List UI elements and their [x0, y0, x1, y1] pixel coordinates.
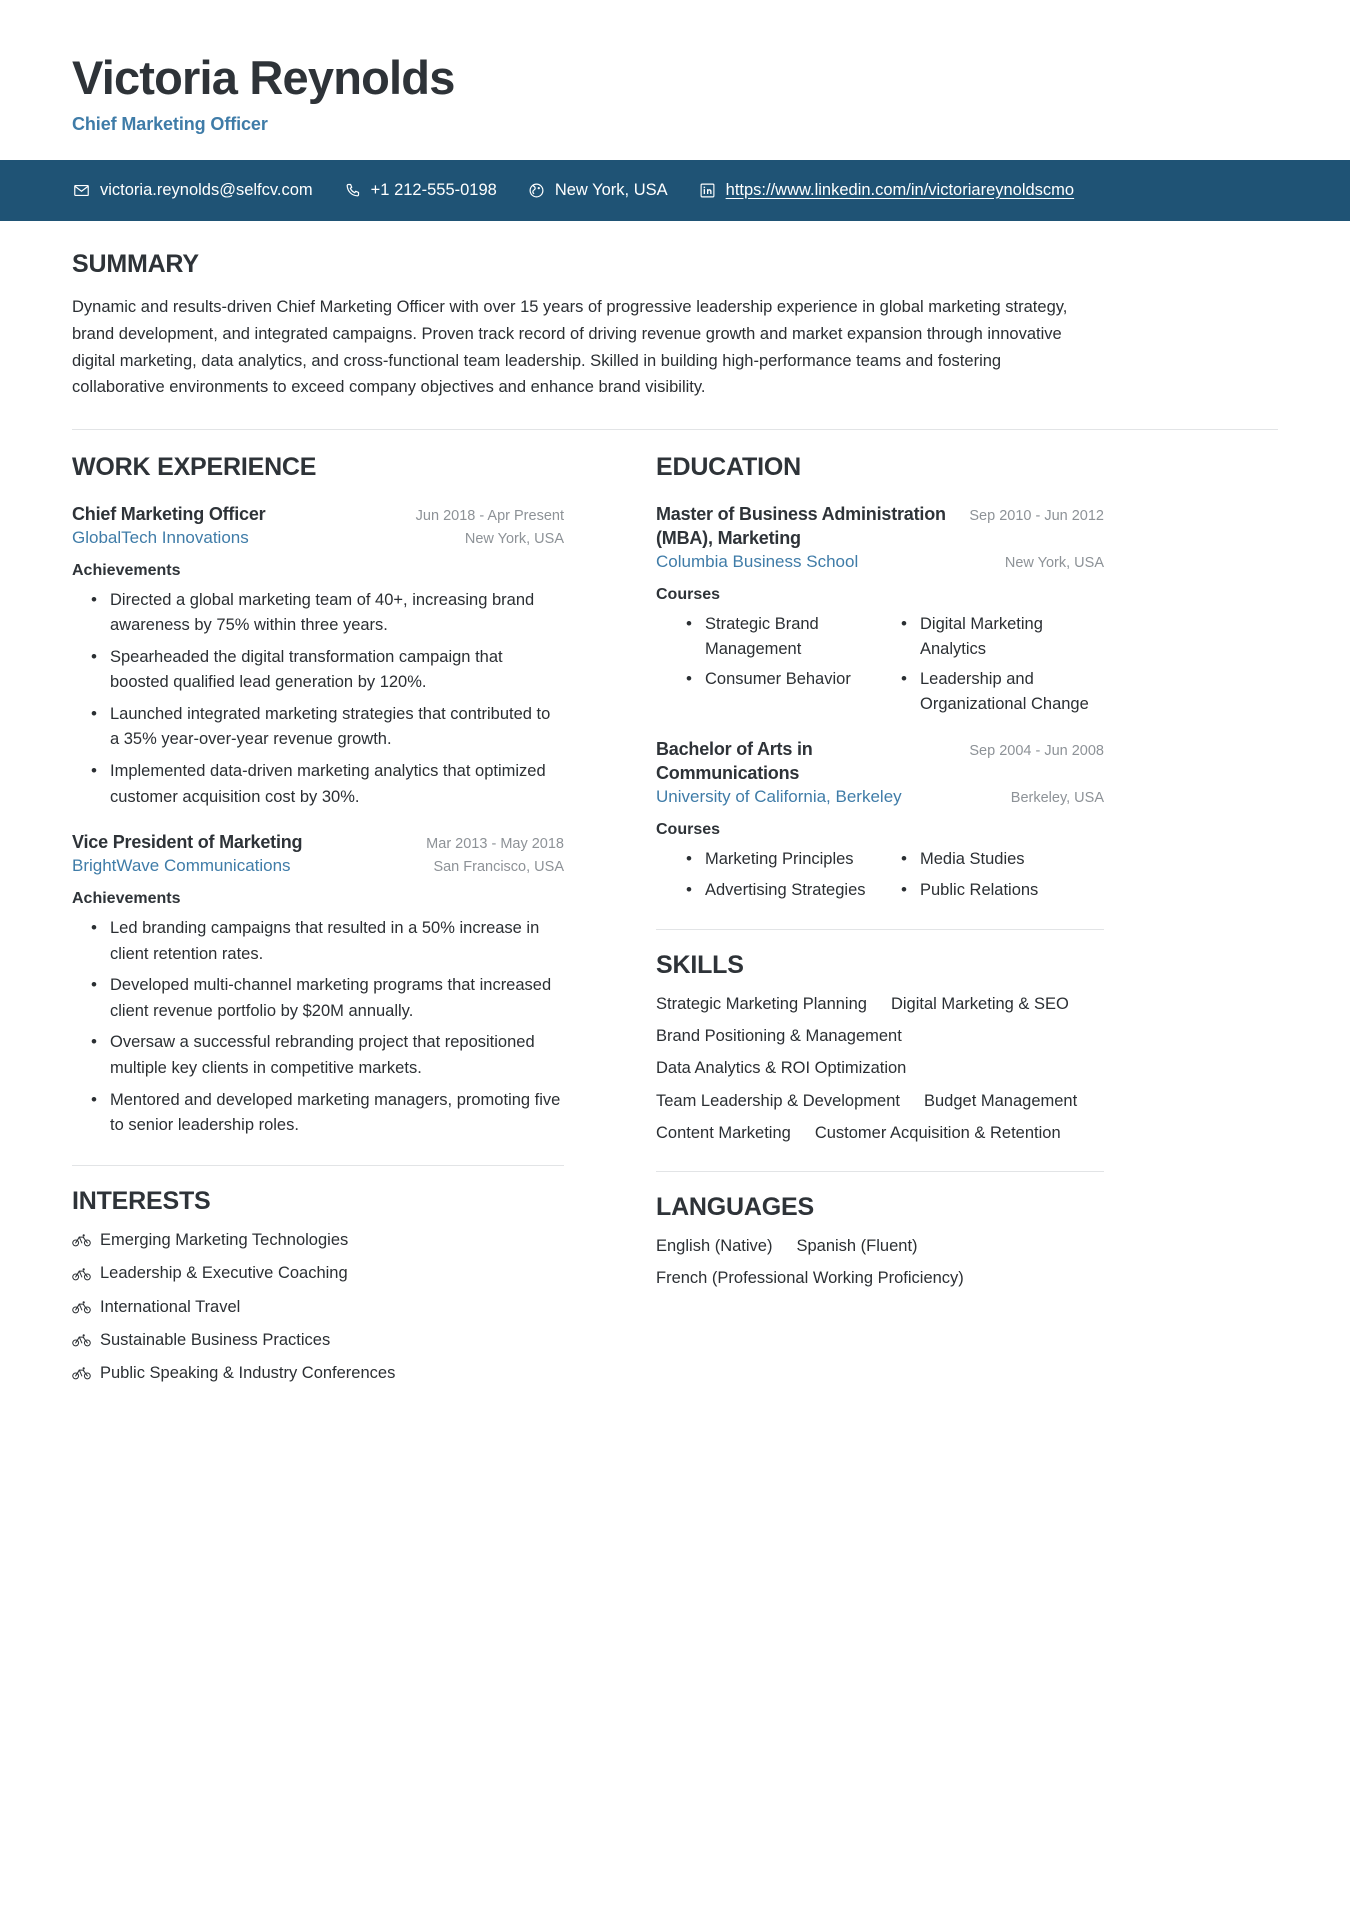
languages-heading: LANGUAGES — [656, 1192, 814, 1221]
work-entry-company: BrightWave Communications — [72, 856, 291, 876]
bicycle-icon — [72, 1364, 91, 1383]
skill-item: Customer Acquisition & Retention — [814, 1123, 1061, 1142]
envelope-icon — [72, 181, 91, 200]
course-item: • Public Relations — [901, 878, 1104, 903]
achievements-list — [72, 916, 564, 1139]
language-item: English (Native) — [656, 1237, 773, 1256]
skill-item: Content Marketing — [656, 1123, 791, 1142]
left-column — [72, 430, 588, 1396]
education-location: Berkeley, USA — [1010, 790, 1104, 807]
achievement-item: • Oversaw a successful rebranding project that repositioned multiple key clients in competitive markets. — [110, 1030, 564, 1081]
education-dates: Sep 2004 - Jun 2008 — [969, 742, 1104, 759]
work-entry — [72, 502, 564, 811]
course-item: • Marketing Principles — [686, 847, 889, 872]
skill-item: Digital Marketing & SEO — [890, 995, 1069, 1014]
course-item: • Consumer Behavior — [686, 667, 889, 717]
work-section — [72, 454, 564, 1139]
course-item: • Media Studies — [901, 847, 1104, 872]
work-entry-title: Vice President of Marketing — [72, 832, 303, 853]
achievements-label: Achievements — [72, 890, 181, 908]
education-section — [656, 454, 1104, 903]
contact-email-text: victoria.reynolds@selfcv.com — [100, 180, 313, 199]
skill-item: Budget Management — [923, 1091, 1078, 1110]
education-degree: Bachelor of Arts in Communications — [656, 738, 813, 784]
phone-icon — [343, 181, 362, 200]
language-item: French (Professional Working Proficiency) — [656, 1269, 964, 1288]
interest-item — [72, 1296, 564, 1318]
language-item: Spanish (Fluent) — [796, 1237, 918, 1256]
achievement-item: • Mentored and developed marketing managers, promoting five to senior leadership roles. — [110, 1088, 564, 1139]
education-entry — [656, 737, 1104, 903]
interest-label: International Travel — [100, 1297, 241, 1316]
candidate-job-title: Chief Marketing Officer — [72, 113, 268, 134]
languages-section — [656, 1172, 1104, 1291]
summary-text: Dynamic and results-driven Chief Marketing Officer with over 15 years of progressive leadership experience in global marketing strategy, brand development, and integrated campaigns. Proven track record of driving revenue growth and market expansion through innovative digital marketing, data analytics, and cross-functional team leadership. Skilled in building high-performance teams and fostering collaborative environments to exceed company objectives and enhance brand visibility. — [72, 298, 1068, 397]
linkedin-icon — [698, 181, 717, 200]
bicycle-icon — [72, 1331, 91, 1350]
education-dates: Sep 2010 - Jun 2012 — [969, 507, 1104, 524]
course-item: • Digital Marketing Analytics — [901, 612, 1104, 662]
skill-item: Brand Positioning & Management — [656, 1027, 902, 1046]
courses-label: Courses — [656, 585, 721, 603]
interest-label: Public Speaking & Industry Conferences — [100, 1364, 396, 1383]
summary-section — [72, 221, 1278, 401]
contact-phone[interactable] — [343, 181, 497, 200]
courses-label: Courses — [656, 821, 721, 839]
contact-linkedin-link[interactable]: https://www.linkedin.com/in/victoriareynoldscmo — [725, 180, 1075, 199]
interest-item — [72, 1262, 564, 1284]
bicycle-icon — [72, 1231, 91, 1250]
education-heading: EDUCATION — [656, 453, 801, 481]
achievement-item: • Implemented data-driven marketing analytics that optimized customer acquisition cost by 30%. — [110, 759, 564, 810]
interests-list — [72, 1229, 564, 1384]
bicycle-icon — [72, 1297, 91, 1316]
skills-heading: SKILLS — [656, 950, 744, 979]
education-degree: Master of Business Administration (MBA), Marketing — [656, 503, 946, 548]
achievement-item: • Spearheaded the digital transformation campaign that boosted qualified lead generation by 120%. — [110, 645, 564, 696]
course-item: • Leadership and Organizational Change — [901, 667, 1104, 717]
resume-header — [0, 0, 1350, 135]
contact-phone-text: +1 212-555-0198 — [370, 180, 497, 199]
summary-heading: SUMMARY — [72, 249, 199, 278]
bicycle-icon — [72, 1264, 91, 1283]
education-location: New York, USA — [1004, 555, 1104, 572]
interests-heading: INTERESTS — [72, 1186, 211, 1215]
contact-email[interactable] — [72, 181, 313, 200]
interests-section — [72, 1166, 564, 1385]
courses-list — [656, 847, 1104, 903]
right-column — [588, 430, 1104, 1396]
skills-section — [656, 930, 1104, 1145]
achievement-item: • Led branding campaigns that resulted in a 50% increase in client retention rates. — [110, 916, 564, 967]
interest-item — [72, 1329, 564, 1351]
education-school: University of California, Berkeley — [656, 787, 902, 807]
achievement-item: • Directed a global marketing team of 40+, increasing brand awareness by 75% within three years. — [110, 588, 564, 639]
content-columns — [72, 430, 1278, 1396]
achievement-item: • Developed multi-channel marketing programs that increased client revenue portfolio by $20M annually. — [110, 973, 564, 1024]
achievements-label: Achievements — [72, 561, 181, 579]
course-item: • Advertising Strategies — [686, 878, 889, 903]
contact-location — [527, 181, 668, 200]
interest-label: Sustainable Business Practices — [100, 1330, 331, 1349]
work-entry-location: San Francisco, USA — [433, 859, 564, 876]
achievements-list — [72, 588, 564, 811]
interest-label: Emerging Marketing Technologies — [100, 1231, 349, 1250]
courses-list — [656, 612, 1104, 717]
work-entry-company: GlobalTech Innovations — [72, 527, 249, 547]
work-entry-title: Chief Marketing Officer — [72, 503, 266, 524]
candidate-name: Victoria Reynolds — [72, 51, 455, 104]
contact-linkedin[interactable] — [698, 181, 1074, 200]
skill-item: Data Analytics & ROI Optimization — [656, 1059, 907, 1078]
contact-location-text: New York, USA — [554, 180, 668, 199]
achievement-item: • Launched integrated marketing strategies that contributed to a 35% year-over-year revenue growth. — [110, 702, 564, 753]
languages-list — [656, 1235, 1104, 1290]
course-item: • Strategic Brand Management — [686, 612, 889, 662]
skill-item: Strategic Marketing Planning — [656, 995, 867, 1014]
work-entry — [72, 830, 564, 1139]
education-entry — [656, 502, 1104, 717]
interest-label: Leadership & Executive Coaching — [100, 1264, 348, 1283]
work-entry-dates: Mar 2013 - May 2018 — [426, 836, 564, 853]
skills-list — [656, 993, 1104, 1144]
education-school: Columbia Business School — [656, 552, 859, 572]
work-entry-location: New York, USA — [464, 530, 564, 547]
globe-icon — [527, 181, 546, 200]
contact-bar — [0, 160, 1350, 221]
work-entry-dates: Jun 2018 - Apr Present — [415, 507, 564, 524]
interest-item — [72, 1362, 564, 1384]
interest-item — [72, 1229, 564, 1251]
work-heading: WORK EXPERIENCE — [72, 453, 317, 481]
skill-item: Team Leadership & Development — [656, 1091, 900, 1110]
